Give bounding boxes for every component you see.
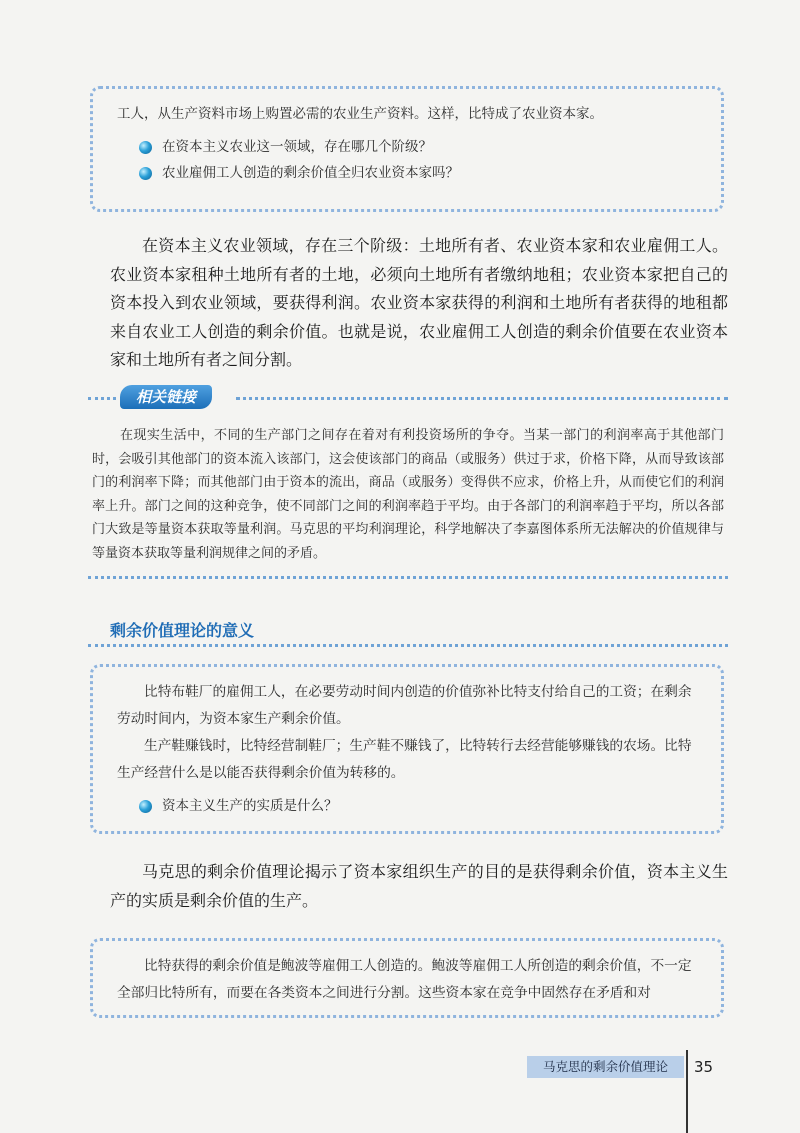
bullet-icon xyxy=(139,800,152,813)
case-box-bottom xyxy=(90,938,724,1018)
case-text: 工人，从生产资料市场上购置必需的农业生产资料。这样，比特成了农业资本家。 xyxy=(117,106,603,122)
section-title-underline xyxy=(88,644,728,647)
bullet-icon xyxy=(139,141,152,154)
dotted-divider xyxy=(88,397,116,400)
case-paragraph: 比特布鞋厂的雇佣工人，在必要劳动时间内创造的价值弥补比特支付给自己的工资；在剩余劳动时间内，为资本家生产剩余价值。 xyxy=(117,684,692,727)
chapter-label: 马克思的剩余价值理论 xyxy=(527,1056,684,1078)
question-item xyxy=(117,160,697,186)
question-item xyxy=(117,134,697,160)
bullet-icon xyxy=(139,167,152,180)
case-box-middle xyxy=(90,664,724,834)
footer-rule xyxy=(686,1050,688,1133)
dotted-divider xyxy=(88,576,728,579)
question-text: 在资本主义农业这一领域，存在哪几个阶级？ xyxy=(162,139,432,155)
case-box-top xyxy=(90,86,724,212)
related-link-header xyxy=(88,386,728,410)
related-link-label: 相关链接 xyxy=(120,385,212,409)
body-paragraph-agriculture: 在资本主义农业领域，存在三个阶级：土地所有者、农业资本家和农业雇佣工人。农业资本家租种土地所有者的土地，必须向土地所有者缴纳地租；农业资本家把自己的资本投入到农业领域，要获得利润。农业资本家获得的利润和土地所有者获得的地租都来自农业工人创造的剩余价值。也就是说，农业雇佣工人创造的剩余价值要在农业资本家和土地所有者之间分割。 xyxy=(110,236,728,369)
case-paragraph: 生产鞋赚钱时，比特经营制鞋厂；生产鞋不赚钱了，比特转行去经营能够赚钱的农场。比特生产经营什么是以能否获得剩余价值为转移的。 xyxy=(117,738,692,781)
question-item xyxy=(117,793,697,819)
related-link-text: 在现实生活中，不同的生产部门之间存在着对有利投资场所的争夺。当某一部门的利润率高于其他部门时，会吸引其他部门的资本流入该部门，这会使该部门的商品（或服务）供过于求，价格下降，从而导致该部门的利润率下降；而其他部门由于资本的流出，商品（或服务）变得供不应求，价格上升，从而使它们的利润率上升。部门之间的这种竞争，使不同部门之间的利润率趋于平均。由于各部门的利润率趋于平均，所以各部门大致是等量资本获取等量利润。马克思的平均利润理论，科学地解决了李嘉图体系所无法解决的价值规律与等量资本获取等量利润规律之间的矛盾。 xyxy=(92,428,724,561)
dotted-divider xyxy=(236,397,728,400)
body-paragraph-essence: 马克思的剩余价值理论揭示了资本家组织生产的目的是获得剩余价值，资本主义生产的实质是剩余价值的生产。 xyxy=(110,862,728,910)
page-number: 35 xyxy=(694,1058,714,1076)
question-text: 农业雇佣工人创造的剩余价值全归农业资本家吗？ xyxy=(162,165,459,181)
section-title: 剩余价值理论的意义 xyxy=(110,621,255,640)
question-text: 资本主义生产的实质是什么？ xyxy=(162,798,338,814)
case-text: 比特获得的剩余价值是鲍波等雇佣工人创造的。鲍波等雇佣工人所创造的剩余价值，不一定全部归比特所有，而要在各类资本之间进行分割。这些资本家在竞争中固然存在矛盾和对 xyxy=(117,958,692,1001)
